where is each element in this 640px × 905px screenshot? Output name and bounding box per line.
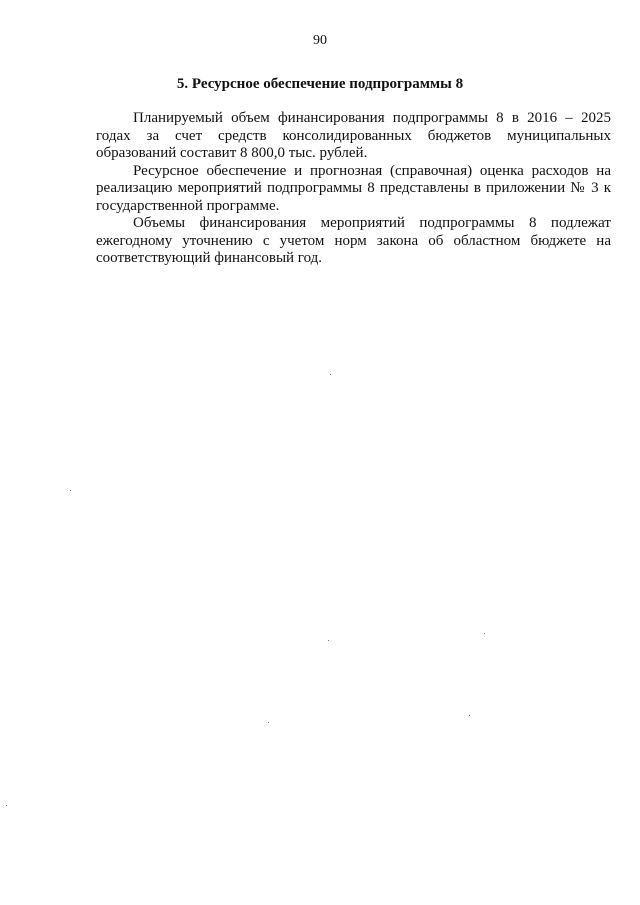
scan-speck xyxy=(70,490,71,491)
paragraph-resource-provision: Ресурсное обеспечение и прогнозная (справочная) оценка расходов на реализацию мероприятий подпрограммы 8 представлены в приложении № 3 к государственной программе. xyxy=(96,162,611,214)
scan-speck xyxy=(6,805,7,806)
scan-speck xyxy=(268,722,269,723)
scan-speck xyxy=(469,715,470,716)
section-title: 5. Ресурсное обеспечение подпрограммы 8 xyxy=(176,76,464,92)
paragraph-annual-adjustment: Объемы финансирования мероприятий подпрограммы 8 подлежат ежегодному уточнению с учетом норм закона об областном бюджете на соответствующий финансовый год. xyxy=(96,215,611,266)
body-text xyxy=(96,110,611,268)
paragraph-funding-volume: Планируемый объем финансирования подпрограммы 8 в 2016 – 2025 годах за счет средств консолидированных бюджетов муниципальных образований составит 8 800,0 тыс. рублей. xyxy=(96,110,611,161)
scan-speck xyxy=(328,640,329,641)
page-number: 90 xyxy=(313,33,327,48)
scan-speck xyxy=(330,374,331,375)
scan-speck xyxy=(484,633,485,634)
